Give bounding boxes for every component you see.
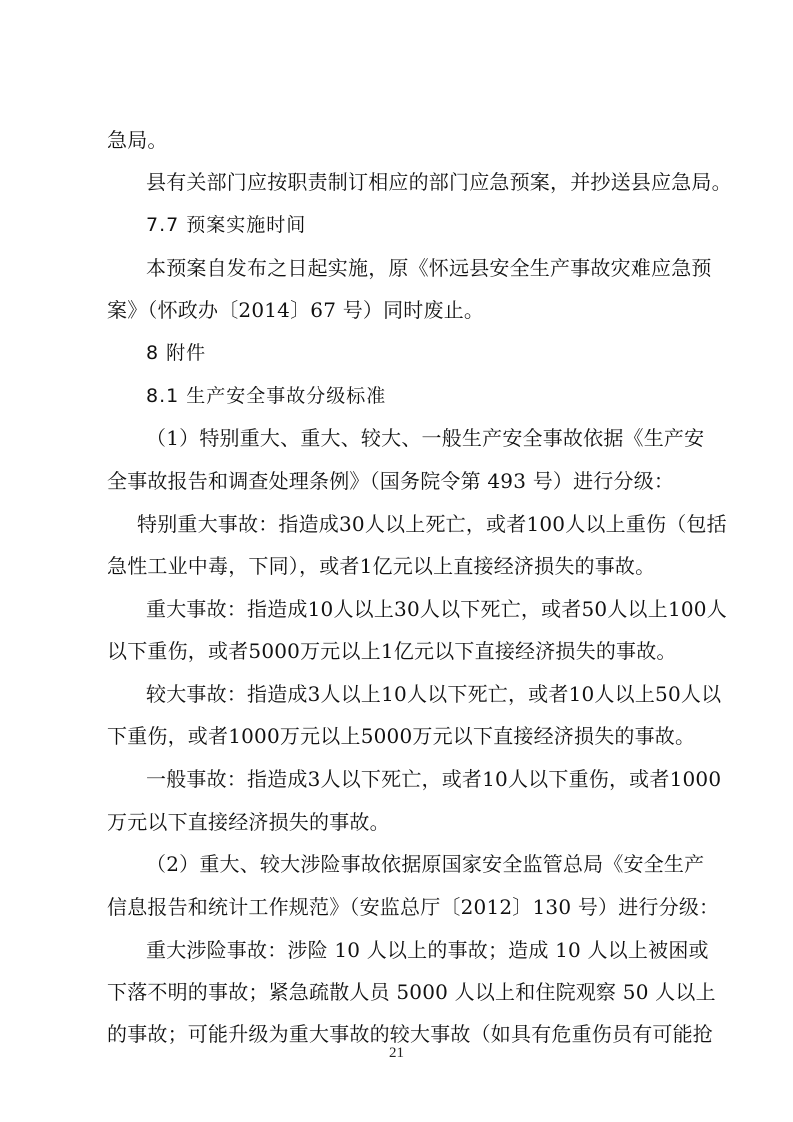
section-heading: 8.1 生产安全事故分级标准 xyxy=(146,385,387,407)
text-line: 全事故报告和调查处理条例》（国务院令第 493 号）进行分级： xyxy=(107,469,675,493)
text-line: 万元以下直接经济损失的事故。 xyxy=(107,810,390,834)
text-line: 特别重大事故：指造成30人以上死亡，或者100人以上重伤（包括 xyxy=(137,512,727,536)
text-line: 重大涉险事故：涉险 10 人以上的事故；造成 10 人以上被困或 xyxy=(146,938,709,962)
text-line: 本预案自发布之日起实施，原《怀远县安全生产事故灾难应急预 xyxy=(146,256,712,280)
text-line: （2）重大、较大涉险事故依据原国家安全监管总局《安全生产 xyxy=(146,852,705,876)
text-line: 下重伤，或者1000万元以上5000万元以下直接经济损失的事故。 xyxy=(107,724,696,748)
text-line: 急局。 xyxy=(107,128,168,152)
page-number: 21 xyxy=(389,1045,404,1061)
section-heading: 8 附件 xyxy=(146,342,207,364)
text-line: 一般事故：指造成3人以下死亡，或者10人以下重伤，或者1000 xyxy=(146,767,722,791)
text-line: 较大事故：指造成3人以上10人以下死亡，或者10人以上50人以 xyxy=(146,682,722,706)
text-line: 急性工业中毒，下同），或者1亿元以上直接经济损失的事故。 xyxy=(107,554,656,578)
text-line: 下落不明的事故；紧急疏散人员 5000 人以上和住院观察 50 人以上 xyxy=(107,980,716,1004)
text-line: 重大事故：指造成10人以上30人以下死亡，或者50人以上100人 xyxy=(146,597,727,621)
text-line: 案》（怀政办〔2014〕67 号）同时废止。 xyxy=(107,298,485,322)
text-line: 的事故；可能升级为重大事故的较大事故（如具有危重伤员有可能抢 xyxy=(107,1022,713,1046)
section-heading: 7.7 预案实施时间 xyxy=(146,214,307,236)
text-line: 县有关部门应按职责制订相应的部门应急预案，并抄送县应急局。 xyxy=(146,170,732,194)
text-line: （1）特别重大、重大、较大、一般生产安全事故依据《生产安 xyxy=(146,426,705,450)
text-line: 信息报告和统计工作规范》（安监总厅〔2012〕130 号）进行分级： xyxy=(107,895,720,919)
text-line: 以下重伤，或者5000万元以上1亿元以下直接经济损失的事故。 xyxy=(107,639,677,663)
